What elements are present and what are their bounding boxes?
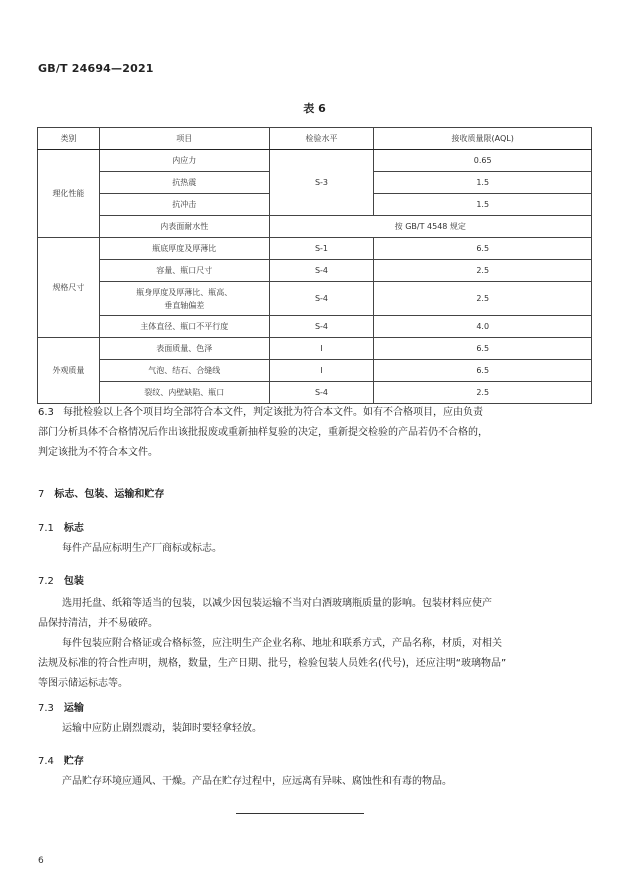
row-item: 瓶底厚度及厚薄比 bbox=[99, 238, 269, 260]
row-aql: 4.0 bbox=[374, 316, 592, 338]
end-rule bbox=[236, 813, 364, 814]
section-7-3-heading bbox=[38, 699, 84, 714]
clause-text-line: 每批检验以上各个项目均全部符合本文件，判定该批为符合本文件。如有不合格项目，应由负责 bbox=[63, 407, 483, 418]
row-item: 内应力 bbox=[99, 150, 269, 172]
table-title: 表 6 bbox=[303, 102, 326, 115]
col-header-aql: 接收质量限(AQL) bbox=[374, 128, 592, 150]
section-title: 包装 bbox=[63, 576, 84, 587]
section-number: 7.3 bbox=[38, 703, 54, 714]
table-row bbox=[38, 338, 592, 360]
row-level: Ⅰ bbox=[269, 360, 374, 382]
table-row bbox=[38, 316, 592, 338]
section-title: 标志、包装、运输和贮存 bbox=[54, 489, 165, 500]
row-level: S-1 bbox=[269, 238, 374, 260]
row-aql: 2.5 bbox=[374, 282, 592, 316]
clause-text-line: 判定该批为不符合本文件。 bbox=[38, 447, 158, 458]
row-item-line2: 垂直轴偏差 bbox=[164, 300, 205, 310]
para-line: 选用托盘、纸箱等适当的包装，以减少因包装运输不当对白酒玻璃瓶质量的影响。包装材料应使产 bbox=[62, 598, 492, 609]
para-line: 每件包装应附合格证或合格标签，应注明生产企业名称、地址和联系方式，产品名称，材质，对相关 bbox=[62, 638, 502, 649]
table-row bbox=[38, 360, 592, 382]
row-item: 抗冲击 bbox=[99, 194, 269, 216]
row-aql: 6.5 bbox=[374, 360, 592, 382]
row-item: 主体直径、瓶口不平行度 bbox=[99, 316, 269, 338]
row-aql: 1.5 bbox=[374, 194, 592, 216]
section-title: 贮存 bbox=[63, 756, 84, 767]
row-item: 内表面耐水性 bbox=[99, 216, 269, 238]
row-level: Ⅰ bbox=[269, 338, 374, 360]
section-7-2-para-2-cont bbox=[38, 654, 572, 694]
table-row bbox=[38, 216, 592, 238]
row-merged-reference: 按 GB/T 4548 规定 bbox=[269, 216, 591, 238]
clause-text-line: 部门分析具体不合格情况后作出该批报废或重新抽样复验的决定，重新提交检验的产品若仍不合格的， bbox=[38, 427, 488, 438]
row-aql: 0.65 bbox=[374, 150, 592, 172]
section-7-1-heading bbox=[38, 519, 84, 534]
row-level: S-4 bbox=[269, 316, 374, 338]
group-spec: 规格尺寸 bbox=[38, 238, 100, 338]
clause-6-3 bbox=[38, 403, 572, 463]
col-header-category: 类别 bbox=[38, 128, 100, 150]
inspection-table bbox=[37, 127, 592, 404]
section-number: 7.4 bbox=[38, 756, 54, 767]
group-appearance: 外观质量 bbox=[38, 338, 100, 404]
section-7-heading bbox=[38, 485, 164, 500]
section-7-4-heading bbox=[38, 752, 84, 767]
section-number: 7.1 bbox=[38, 523, 54, 534]
table-header-row bbox=[38, 128, 592, 150]
row-item: 气泡、结石、合缝线 bbox=[99, 360, 269, 382]
row-item bbox=[99, 282, 269, 316]
row-item: 容量、瓶口尺寸 bbox=[99, 260, 269, 282]
section-number: 7 bbox=[38, 489, 45, 500]
section-7-2-para-1 bbox=[62, 594, 572, 614]
row-item: 抗热震 bbox=[99, 172, 269, 194]
row-aql: 6.5 bbox=[374, 238, 592, 260]
para-line: 等图示储运标志等。 bbox=[38, 678, 128, 689]
col-header-item: 项目 bbox=[99, 128, 269, 150]
table-row bbox=[38, 282, 592, 316]
row-aql: 2.5 bbox=[374, 260, 592, 282]
row-item-line1: 瓶身厚度及厚薄比、瓶高、 bbox=[136, 287, 233, 297]
section-7-3-text: 运输中应防止剧烈震动，装卸时要轻拿轻放。 bbox=[62, 723, 262, 734]
row-item: 表面质量、色泽 bbox=[99, 338, 269, 360]
row-aql: 2.5 bbox=[374, 382, 592, 404]
row-aql: 1.5 bbox=[374, 172, 592, 194]
section-7-4-text: 产品贮存环境应通风、干燥。产品在贮存过程中，应远离有异味、腐蚀性和有毒的物品。 bbox=[62, 776, 452, 787]
section-title: 运输 bbox=[63, 703, 84, 714]
table-row bbox=[38, 150, 592, 172]
table-row bbox=[38, 238, 592, 260]
section-7-2-heading bbox=[38, 572, 84, 587]
clause-number: 6.3 bbox=[38, 407, 54, 418]
row-aql: 6.5 bbox=[374, 338, 592, 360]
page-number: 6 bbox=[38, 856, 44, 866]
section-title: 标志 bbox=[63, 523, 84, 534]
row-level: S-3 bbox=[269, 150, 374, 216]
para-line: 品保持清洁，并不易破碎。 bbox=[38, 618, 158, 629]
para-line: 法规及标准的符合性声明，规格，数量，生产日期、批号，检验包装人员姓名(代号)，还应注明“玻璃物品” bbox=[38, 658, 507, 669]
group-physchem: 理化性能 bbox=[38, 150, 100, 238]
section-7-1-text: 每件产品应标明生产厂商标或标志。 bbox=[62, 543, 222, 554]
standard-code: GB/T 24694—2021 bbox=[38, 62, 154, 75]
row-level: S-4 bbox=[269, 260, 374, 282]
table-row bbox=[38, 382, 592, 404]
section-7-2-para-2 bbox=[62, 634, 572, 654]
row-level: S-4 bbox=[269, 382, 374, 404]
table-row bbox=[38, 260, 592, 282]
section-7-2-para-1-cont bbox=[38, 614, 572, 634]
row-level: S-4 bbox=[269, 282, 374, 316]
section-number: 7.2 bbox=[38, 576, 54, 587]
col-header-level: 检验水平 bbox=[269, 128, 374, 150]
row-item: 裂纹、内壁缺陷、瓶口 bbox=[99, 382, 269, 404]
